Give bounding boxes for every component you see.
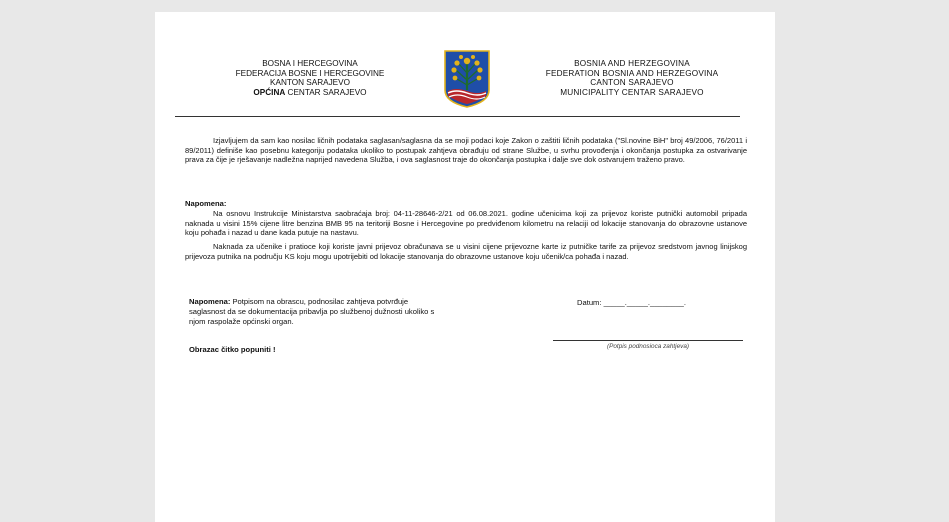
header-right-line1: BOSNIA AND HERZEGOVINA bbox=[574, 59, 690, 68]
header-right-line4: MUNICIPALITY CENTAR SARAJEVO bbox=[560, 87, 704, 97]
header-left-line4 bbox=[205, 88, 415, 98]
footer-note-text: Potpisom na obrascu, podnosilac zahtjeva potvrđuje saglasnost da se dokumentacija pribavlja po službenoj dužnosti ukoliko s njom raspolaže općinski organ. bbox=[189, 297, 435, 326]
header-right bbox=[512, 59, 752, 97]
header-left-line3: KANTON SARAJEVO bbox=[270, 78, 350, 88]
header-left-line4-rest: CENTAR SARAJEVO bbox=[285, 87, 367, 97]
header-left bbox=[205, 59, 415, 97]
coat-of-arms-icon bbox=[444, 50, 490, 108]
note-heading: Napomena: bbox=[185, 199, 227, 208]
signature-caption: (Potpis podnosioca zahtjeva) bbox=[606, 343, 690, 350]
note-paragraph-1: Na osnovu Instrukcije Ministarstva saobraćaja broj: 04-11-28646-2/21 od 06.08.2021. godine učenicima koji za prijevoz koriste putnički automobil pripada naknada u visini 15% cijene litre benzina BMB 95 na teritoriji Bosne i Hercegovine po predviđenom kilometru na relaciji od lokacije stanovanja do obrazovne ustanove koju pohađa i nazad u dane kada putuje na nastavu. bbox=[185, 209, 747, 238]
signature-line bbox=[553, 340, 743, 341]
note-paragraph-2: Naknada za učenike i pratioce koji koriste javni prijevoz obračunava se u visini cijene prijevozne karte iz putničke tarife za prijevoz sredstvom javnog linijskog prijevoza putnika na području KS koju mogu upotrijebiti od lokacije stanovanja do obrazovne ustanove koju učenik/ca pohađa i nazad. bbox=[185, 242, 747, 261]
header-divider bbox=[175, 116, 740, 117]
fill-legibly-notice: Obrazac čitko popuniti ! bbox=[189, 345, 276, 354]
consent-paragraph: Izjavljujem da sam kao nosilac ličnih podataka saglasan/saglasna da se moji podaci koje Zakon o zaštiti ličnih podataka ("Sl.novine BiH" broj 49/2006, 76/2011 i 89/2011) definiše kao posebnu kategoriju podataka ukoliko to postupak zahtjeva obrađuju od strane Službe, u svrhu provođenja i okončanja postupka za ostvarivanje prava za čije je rješavanje nadležna naprijed navedena Služba, i ova saglasnost traje do okončanja postupka i dalje sve dok ostvarujem traženo pravo. bbox=[185, 136, 747, 165]
footer-note-label: Napomena: bbox=[189, 297, 231, 306]
footer-note bbox=[189, 297, 439, 327]
header-left-line4-bold: OPĆINA bbox=[253, 87, 286, 97]
date-field: Datum: _____._____.________. bbox=[577, 298, 686, 307]
header-left-line2: FEDERACIJA BOSNE I HERCEGOVINE bbox=[235, 68, 385, 78]
header-right-line3: CANTON SARAJEVO bbox=[590, 78, 674, 88]
header-left-line1: BOSNA I HERCEGOVINA bbox=[262, 59, 358, 68]
document-page bbox=[155, 12, 775, 522]
header-right-line2: FEDERATION BOSNIA AND HERZEGOVINA bbox=[545, 68, 719, 78]
